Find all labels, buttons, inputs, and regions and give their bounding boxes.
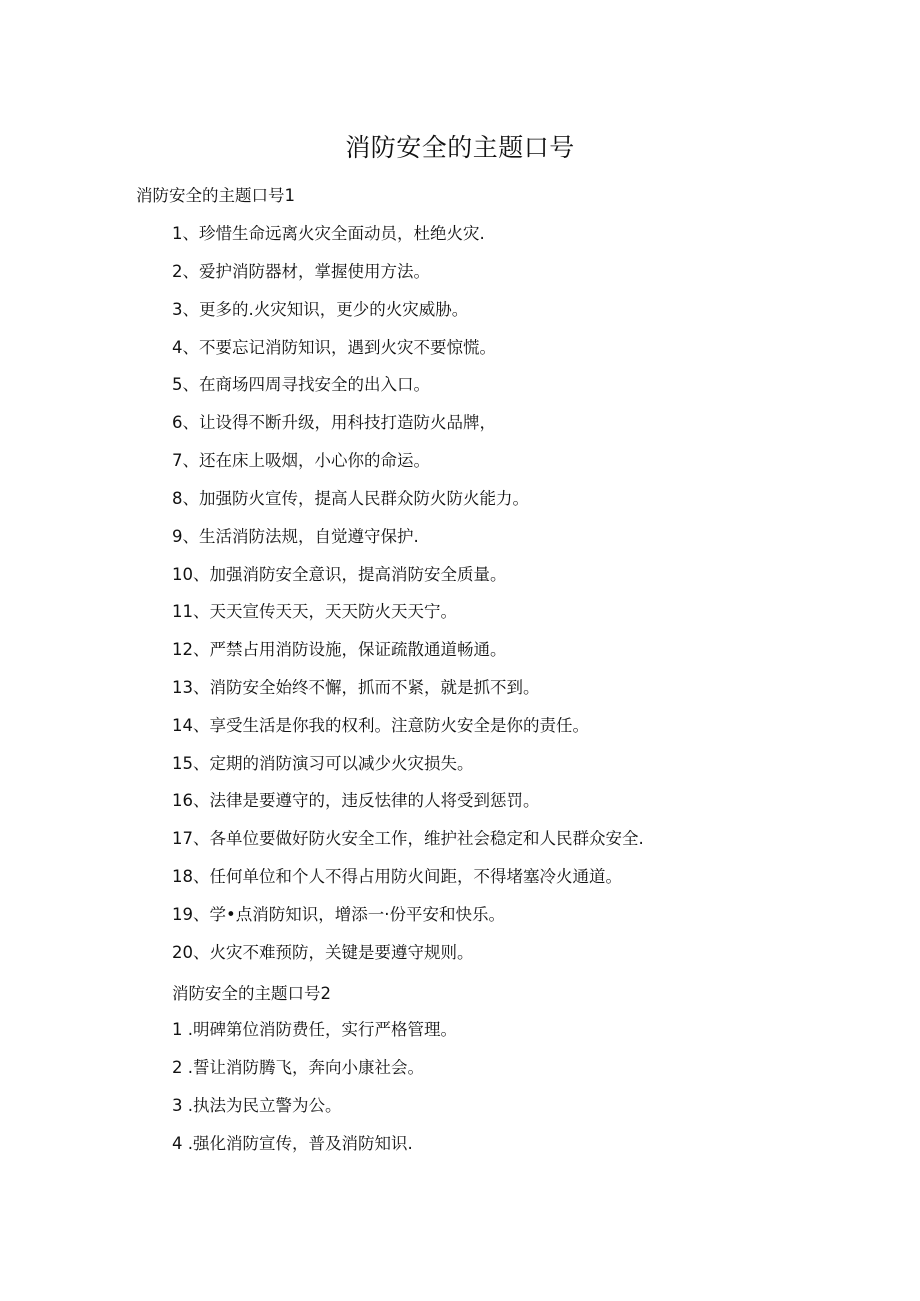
slogan-item: 4 .强化消防宣传，普及消防知识.	[172, 1134, 413, 1153]
slogan-item: 14、享受生活是你我的权利。注意防火安全是你的责任。	[172, 716, 589, 735]
slogan-item: 9、生活消防法规，自觉遵守保护.	[172, 527, 419, 546]
slogan-item: 3、更多的.火灾知识，更少的火灾威胁。	[172, 300, 469, 319]
slogan-item: 8、加强防火宣传，提高人民群众防火防火能力。	[172, 489, 529, 508]
slogan-item: 17、各单位要做好防火安全工作，维护社会稳定和人民群众安全.	[172, 829, 644, 848]
slogan-item: 5、在商场四周寻找安全的出入口。	[172, 375, 430, 394]
document-title: 消防安全的主题口号	[345, 133, 575, 162]
slogan-item: 11、天天宣传天天，天天防火天天宁。	[172, 602, 457, 621]
slogan-item: 16、法律是要遵守的，违反怯律的人将受到惩罚。	[172, 791, 540, 810]
slogan-item: 19、学•点消防知识，增添一·份平安和快乐。	[172, 905, 505, 924]
slogan-item: 13、消防安全始终不懈，抓而不紧，就是抓不到。	[172, 678, 540, 697]
slogan-item: 7、还在床上吸烟，小心你的命运。	[172, 451, 430, 470]
slogan-item: 15、定期的消防演习可以减少火灾损失。	[172, 754, 474, 773]
slogan-item: 6、让设得不断升级，用科技打造防火品牌，	[172, 413, 496, 432]
slogan-item: 2、爱护消防器材，掌握使用方法。	[172, 262, 430, 281]
slogan-item: 2 .誓让消防腾飞，奔向小康社会。	[172, 1058, 424, 1077]
slogan-item: 12、严禁占用消防设施，保证疏散通道畅通。	[172, 640, 507, 659]
slogan-item: 1 .明碑第位消防费任，实行严格管理。	[172, 1020, 457, 1039]
section-heading: 消防安全的主题口号2	[172, 984, 331, 1003]
slogan-item: 4、不要忘记消防知识，遇到火灾不要惊慌。	[172, 338, 496, 357]
slogan-item: 20、火灾不难预防，关键是要遵守规则。	[172, 943, 474, 962]
slogan-item: 18、任何单位和个人不得占用防火间距，不得堵塞冷火通道。	[172, 867, 622, 886]
slogan-item: 1、珍惜生命远离火灾全面动员，杜绝火灾.	[172, 224, 485, 243]
slogan-item: 10、加强消防安全意识，提高消防安全质量。	[172, 565, 507, 584]
section-heading: 消防安全的主题口号1	[136, 186, 295, 205]
slogan-item: 3 .执法为民立警为公。	[172, 1096, 342, 1115]
